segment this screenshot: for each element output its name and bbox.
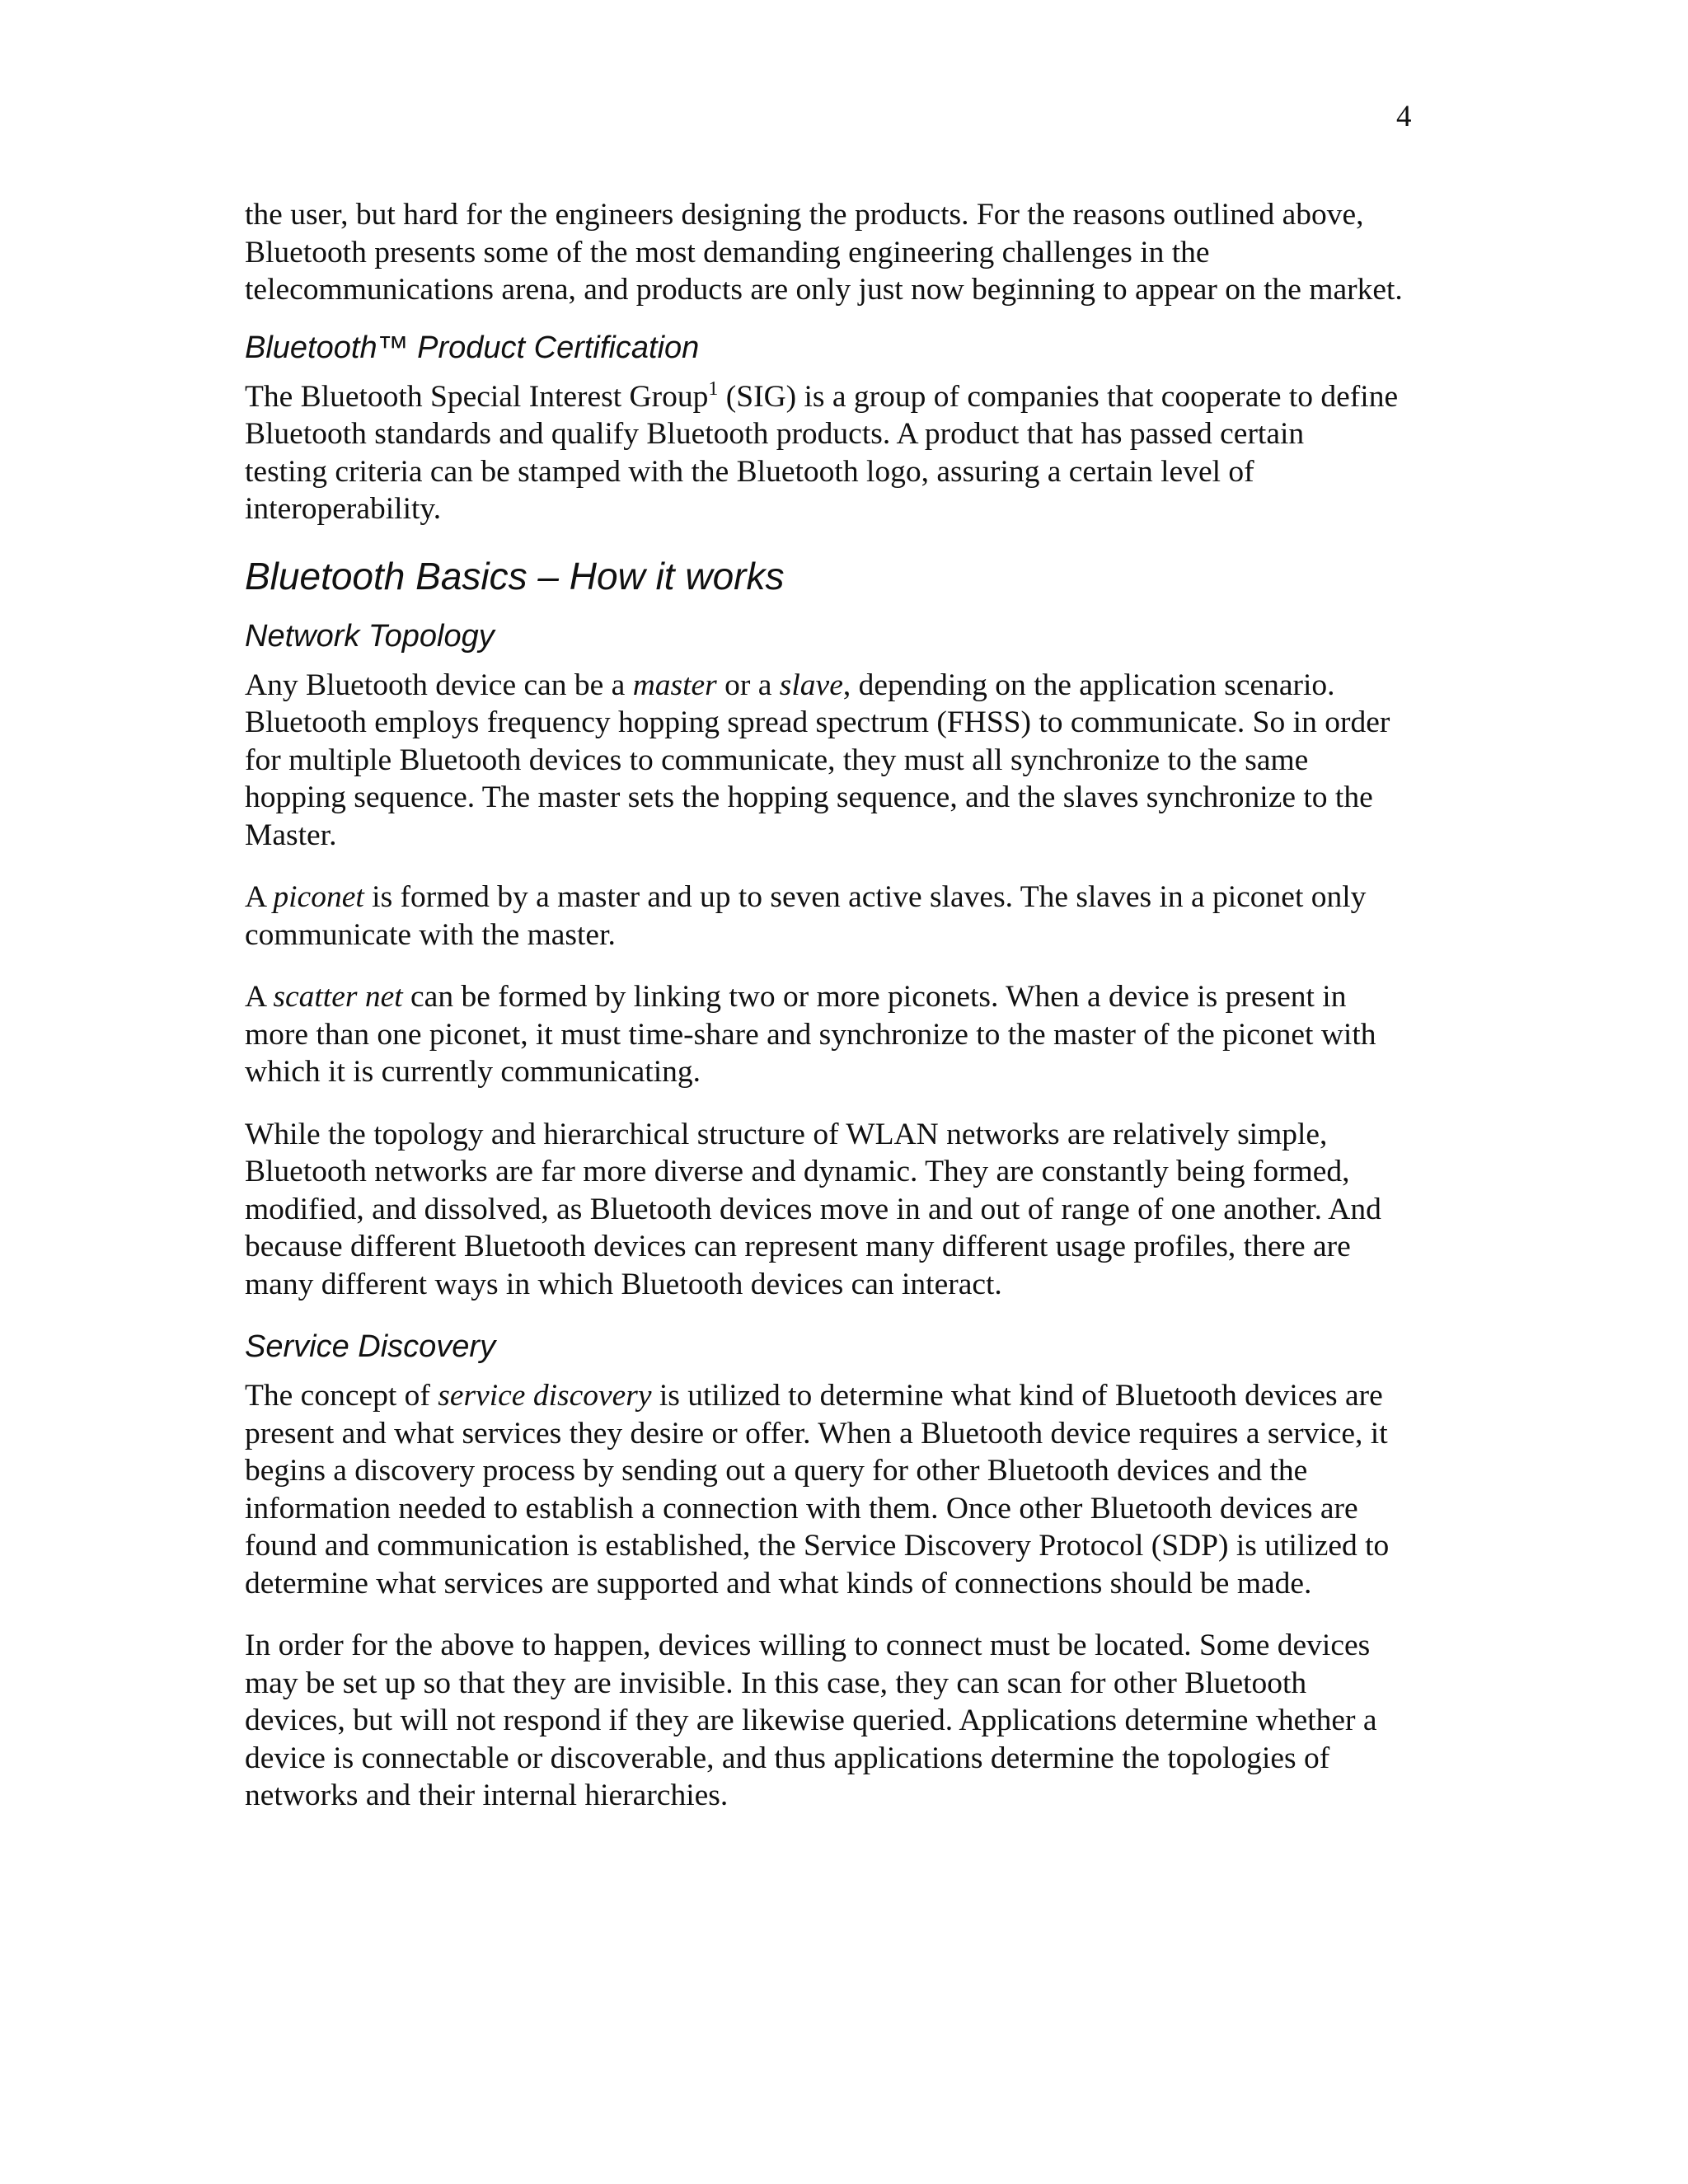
certification-text-start: The Bluetooth Special Interest Group [245,379,709,414]
certification-text-rest: (SIG) is a group of companies that cooperate to define Bluetooth standards and qualify Bluetooth products. A product that has passed certain testing criteria can be stamped with the Bluetooth logo, assuring a certain level of interoperability. [245,379,1399,526]
certification-heading: Bluetooth™ Product Certification [245,330,700,365]
term-master: master [632,668,717,702]
topology-paragraph-2 [245,879,1514,954]
text-run: can be formed by linking two or more piconets. When a device is present in more than one piconet, it must time-share and synchronize to the master of the piconet with which it is currently communicating. [245,980,1376,1089]
text-run: is formed by a master and up to seven active slaves. The slaves in a piconet only communicate with the master. [245,880,1367,952]
discovery-paragraph-1 [245,1377,1514,1602]
certification-paragraph [245,378,1514,528]
topology-paragraph-3 [245,978,1514,1091]
term-slave: slave [779,668,843,702]
text-run: is utilized to determine what kind of Bluetooth devices are present and what services they desire or offer. When a Bluetooth device requires a service, it begins a discovery process by sending out a query for other Bluetooth devices and the information needed to establish a connection with them. Once other Bluetooth devices are found and communication is established, the Service Discovery Protocol (SDP) is utilized to determine what services are supported and what kinds of connections should be made. [245,1379,1390,1601]
footnote-reference: 1 [708,377,719,400]
term-piconet: piconet [273,880,364,914]
text-run: or a [716,668,780,702]
topology-paragraph-4: While the topology and hierarchical structure of WLAN networks are relatively simple, Bluetooth networks are far more diverse and dynamic. They are constantly being formed, modified, and dissolved, as Bluetooth devices move in and out of range of one another. And because different Bluetooth devices can represent many different usage profiles, there are many different ways in which Bluetooth devices can interact. [245,1117,1381,1301]
topology-heading: Network Topology [245,618,495,654]
discovery-heading: Service Discovery [245,1329,496,1364]
text-run: Any Bluetooth device can be a [245,668,633,702]
text-run: The concept of [245,1379,438,1413]
term-scatter-net: scatter net [273,980,403,1014]
text-run: A [245,880,274,914]
discovery-paragraph-2: In order for the above to happen, devices willing to connect must be located. Some devices may be set up so that they are invisible. In this case, they can scan for other Bluetooth devices, but will not respond if they are likewise queried. Applications determine whether a device is connectable or discoverable, and thus applications determine the topologies of networks and their internal hierarchies. [245,1629,1377,1812]
intro-paragraph: the user, but hard for the engineers designing the products. For the reasons outlined above, Bluetooth presents some of the most demanding engineering challenges in the telecommunications arena, and products are only just now beginning to appear on the market. [245,198,1403,307]
text-run: A [245,980,274,1014]
document-body [245,196,1514,1840]
basics-heading: Bluetooth Basics – How it works [245,554,785,598]
text-run: , depending on the application scenario. Bluetooth employs frequency hopping spread spectrum (FHSS) to communicate. So in order for multiple Bluetooth devices to communicate, they must all synchronize to the same hopping sequence. The master sets the hopping sequence, and the slaves synchronize to the Master. [245,668,1390,852]
topology-paragraph-1 [245,667,1514,855]
page-number: 4 [1396,100,1412,134]
term-service-discovery: service discovery [438,1379,652,1413]
